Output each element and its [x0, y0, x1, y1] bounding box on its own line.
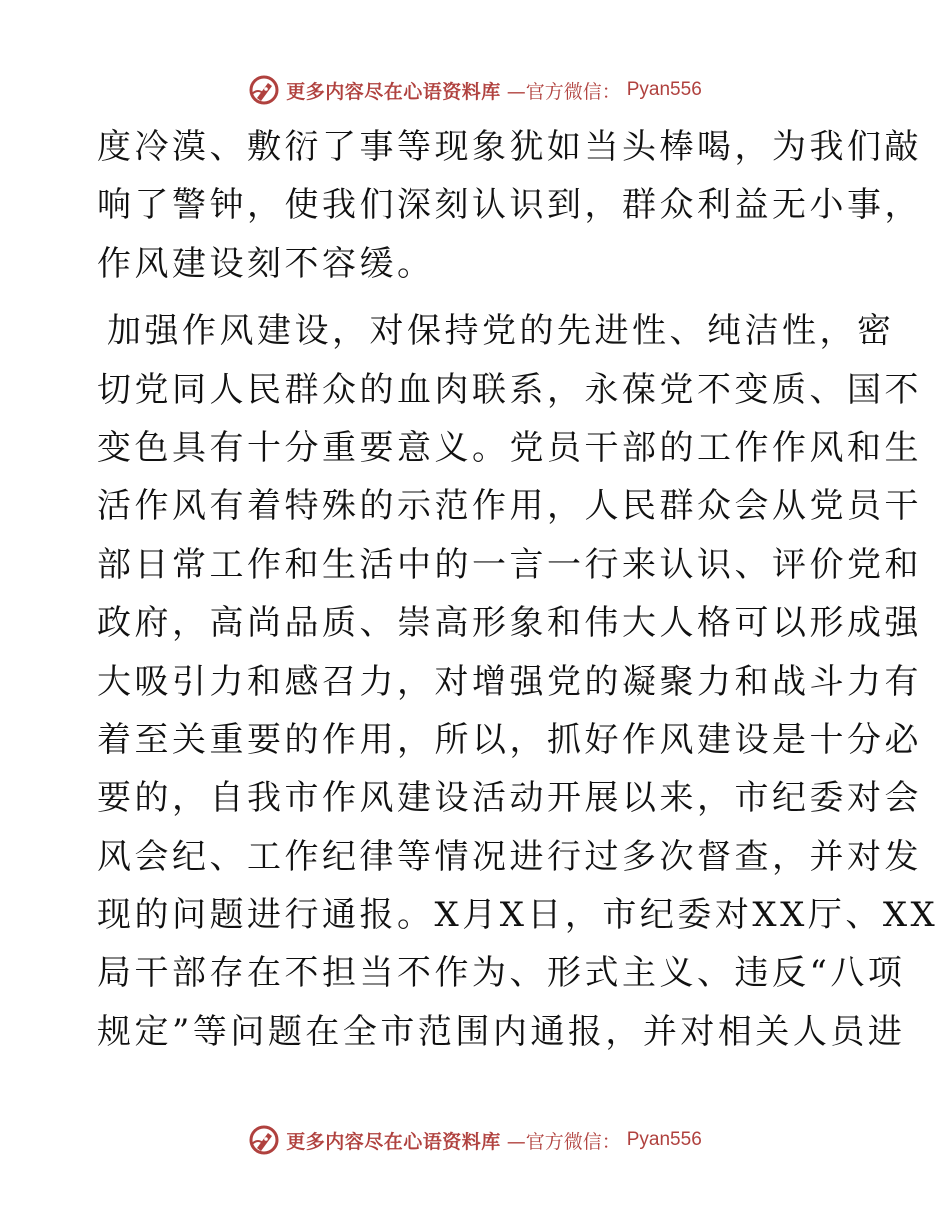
- text-line: 作风建设刻不容缓。: [97, 243, 435, 284]
- paragraph-2: [97, 302, 939, 1061]
- footer-brand-text: 更多内容尽在心语资料库: [286, 1130, 501, 1153]
- text-line: 活作风有着特殊的示范作用，人民群众会从党员干: [97, 486, 922, 527]
- pen-nib-logo-icon: [248, 1124, 280, 1156]
- header-brand-text: 更多内容尽在心语资料库: [286, 80, 501, 103]
- text-line: 政府，高尚品质、崇高形象和伟大人格可以形成强: [97, 603, 922, 644]
- text-line: 风会纪、工作纪律等情况进行过多次督查，并对发: [97, 836, 922, 877]
- text-line: 部日常工作和生活中的一言一行来认识、评价党和: [97, 544, 922, 585]
- pen-nib-logo-icon: [248, 74, 280, 106]
- header-wechat-id: Pyan556: [626, 79, 702, 100]
- header-brand: [248, 74, 702, 106]
- text-line: 大吸引力和感召力，对增强党的凝聚力和战斗力有: [97, 661, 922, 702]
- text-line: 现的问题进行通报。X月X日，市纪委对XX厅、XX: [97, 895, 939, 936]
- text-line: 变色具有十分重要意义。党员干部的工作作风和生: [97, 427, 922, 468]
- text-line: 要的，自我市作风建设活动开展以来，市纪委对会: [97, 778, 922, 819]
- page-footer: [0, 1120, 950, 1160]
- header-wechat-label: —官方微信：: [506, 80, 621, 103]
- footer-brand: [248, 1124, 702, 1156]
- page-header: [0, 70, 950, 110]
- footer-wechat-id: Pyan556: [626, 1129, 702, 1150]
- text-line: 度冷漠、敷衍了事等现象犹如当头棒喝，为我们敲: [97, 127, 922, 167]
- text-line: 着至关重要的作用，所以，抓好作风建设是十分必: [97, 719, 922, 760]
- text-line: 局干部存在不担当不作为、形式主义、违反“八项: [97, 953, 906, 994]
- text-line: 切党同人民群众的血肉联系，永葆党不变质、国不: [97, 369, 922, 410]
- paragraph-gap: [97, 293, 857, 302]
- text-line: 规定”等问题在全市范围内通报，并对相关人员进: [97, 1011, 906, 1052]
- footer-wechat-label: —官方微信：: [506, 1130, 621, 1153]
- paragraph-1: [97, 118, 922, 293]
- document-body: [97, 118, 939, 1061]
- text-line: 加强作风建设，对保持党的先进性、纯洁性，密: [107, 311, 895, 352]
- text-line: 响了警钟，使我们深刻认识到，群众利益无小事，: [97, 185, 922, 226]
